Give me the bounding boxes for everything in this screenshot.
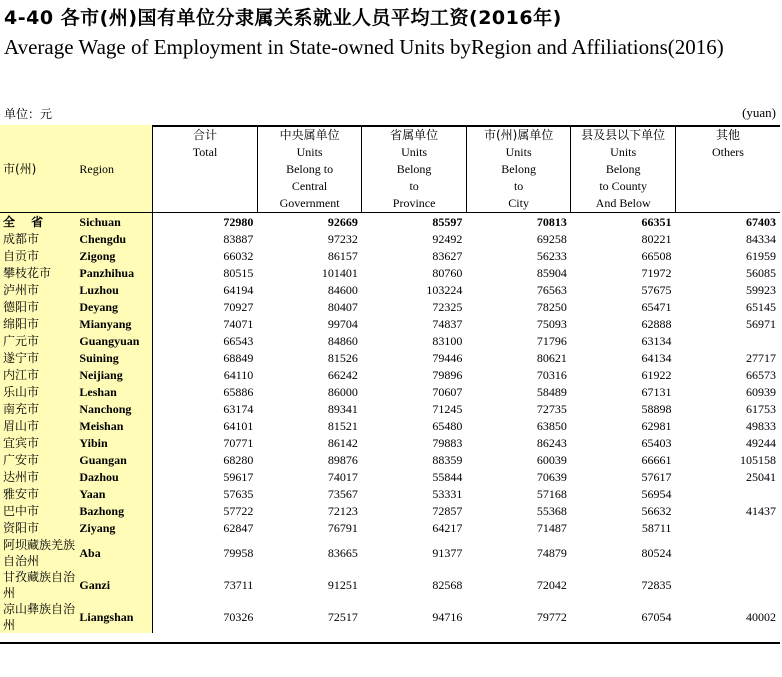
city-name-cn: 乐山市: [0, 384, 76, 401]
wage-value: 41437: [746, 504, 776, 518]
header-col-en: to: [513, 179, 524, 193]
region-name-en: Zigong: [76, 248, 152, 265]
wage-value: 84860: [327, 334, 358, 348]
table-row: [0, 248, 780, 265]
wage-value: 92669: [327, 214, 358, 229]
table-row: [0, 452, 780, 469]
header-region-label: Region: [79, 162, 115, 176]
wage-value: 70771: [223, 436, 254, 450]
region-name-en: Deyang: [76, 299, 152, 316]
wage-value: 64134: [641, 351, 672, 365]
wage-value: 66242: [327, 368, 358, 382]
wage-value: 57675: [641, 283, 672, 297]
table-row: [0, 401, 780, 418]
region-name-en: Luzhou: [76, 282, 152, 299]
region-name-en: Aba: [76, 537, 152, 569]
table-body: [0, 213, 780, 634]
wage-value: 59923: [746, 283, 776, 297]
wage-value: 61959: [746, 249, 776, 263]
city-name-cn: 南充市: [0, 401, 76, 418]
wage-value: 66351: [641, 214, 672, 229]
page-title-en: Average Wage of Employment in State-owned Units byRegion and Affiliations(2016): [4, 35, 724, 59]
header-city-label: 市(州): [3, 162, 37, 176]
wage-value: 65145: [746, 300, 776, 314]
table-row: [0, 265, 780, 282]
city-name-cn: 广安市: [0, 452, 76, 469]
wage-value: 76791: [327, 521, 358, 535]
wage-value: 99704: [327, 317, 358, 331]
table-bottom-rule: [0, 642, 780, 644]
wage-value: 91251: [327, 577, 358, 592]
header-col-en: to: [409, 179, 419, 193]
wage-value: 58711: [641, 521, 672, 535]
wage-value: 64194: [223, 283, 254, 297]
wage-value: 67403: [746, 214, 776, 229]
header-col-en: Province: [392, 196, 436, 210]
table-row: [0, 418, 780, 435]
wage-value: 91377: [432, 545, 463, 560]
header-col-cn: 县及县以下单位: [581, 128, 666, 142]
wage-value: 60939: [746, 385, 776, 399]
wage-value: 62888: [641, 317, 672, 331]
wage-value: 79446: [432, 351, 463, 365]
wage-value: 57722: [223, 504, 254, 518]
header-col: [257, 125, 362, 213]
table-row: [0, 282, 780, 299]
wage-value: 85904: [536, 266, 567, 280]
wage-value: 72123: [327, 504, 358, 518]
wage-value: [675, 333, 780, 350]
wage-value: 85597: [432, 214, 463, 229]
wage-value: 72042: [536, 577, 567, 592]
city-name-cn: 攀枝花市: [0, 265, 76, 282]
header-col: [362, 125, 467, 213]
city-name-cn: 凉山彝族自治州: [0, 601, 76, 633]
region-name-en: Yaan: [76, 486, 152, 503]
table-row: [0, 469, 780, 486]
region-name-en: Mianyang: [76, 316, 152, 333]
wage-value: 74017: [327, 470, 358, 484]
wage-value: 92492: [432, 232, 463, 246]
header-col-en: Belong: [396, 162, 432, 176]
wage-value: [675, 537, 780, 569]
wage-value: 75093: [536, 317, 567, 331]
wage-value: 65403: [641, 436, 672, 450]
header-col: [571, 125, 676, 213]
table-row: [0, 384, 780, 401]
city-name-cn: 泸州市: [0, 282, 76, 299]
header-col-en: Belong: [605, 162, 641, 176]
header-col: [675, 125, 780, 213]
wage-value: 59617: [223, 470, 254, 484]
region-name-en: Ziyang: [76, 520, 152, 537]
wage-value: 68849: [223, 351, 254, 365]
header-region: [76, 125, 152, 213]
wage-value: 66032: [223, 249, 254, 263]
header-col: [153, 125, 258, 213]
wage-value: 63174: [223, 402, 254, 416]
wage-value: 64110: [223, 368, 254, 382]
wage-value: 74879: [536, 545, 567, 560]
wage-value: 64101: [223, 419, 254, 433]
wage-value: 72980: [223, 214, 254, 229]
table-row: [0, 537, 780, 569]
wage-value: 60039: [536, 453, 567, 467]
header-city: [0, 125, 76, 213]
region-name-en: Liangshan: [76, 601, 152, 633]
wage-value: 83100: [432, 334, 463, 348]
region-name-en: Suining: [76, 350, 152, 367]
wage-value: 80407: [327, 300, 358, 314]
region-name-en: Chengdu: [76, 231, 152, 248]
wage-value: 71245: [432, 402, 463, 416]
wage-value: 55844: [432, 470, 463, 484]
table-row: [0, 213, 780, 232]
wage-value: 58489: [536, 385, 567, 399]
region-name-en: Sichuan: [76, 213, 152, 232]
wage-value: 49833: [746, 419, 776, 433]
header-col-cn: 省属单位: [390, 128, 439, 142]
wage-value: 72835: [641, 577, 672, 592]
wage-value: 67054: [641, 609, 672, 624]
wage-value: 80621: [536, 351, 567, 365]
wage-value: 49244: [746, 436, 776, 450]
wage-table: [0, 125, 780, 633]
wage-value: 56632: [641, 504, 672, 518]
page-title-cn: 4-40 各市(州)国有单位分隶属关系就业人员平均工资(2016年): [4, 7, 562, 29]
wage-value: 74837: [432, 317, 463, 331]
region-name-en: Ganzi: [76, 569, 152, 601]
city-name-cn: 阿坝藏族羌族自治州: [0, 537, 76, 569]
wage-value: 40002: [746, 609, 776, 624]
header-col-cn: 其他: [715, 128, 740, 142]
wage-value: 86157: [327, 249, 358, 263]
header-col-en: Others: [711, 145, 744, 159]
table-row: [0, 299, 780, 316]
wage-value: 88359: [432, 453, 463, 467]
wage-value: 65471: [641, 300, 672, 314]
header-col-cn: 合计: [193, 128, 218, 142]
wage-value: 61922: [641, 368, 672, 382]
wage-value: 83665: [327, 545, 358, 560]
city-name-cn: 甘孜藏族自治州: [0, 569, 76, 601]
wage-value: 80221: [641, 232, 672, 246]
header-col-en: And Below: [595, 196, 651, 210]
table-row: [0, 503, 780, 520]
wage-value: 105158: [740, 453, 776, 467]
wage-value: 66661: [641, 453, 672, 467]
city-name-cn: 巴中市: [0, 503, 76, 520]
city-name-cn: 广元市: [0, 333, 76, 350]
header-col-en: Units: [505, 145, 532, 159]
wage-value: 103224: [426, 283, 463, 297]
wage-value: 89876: [327, 453, 358, 467]
wage-value: 72517: [327, 609, 358, 624]
wage-value: 81521: [327, 419, 358, 433]
header-col-en: Units: [610, 145, 637, 159]
wage-value: 62981: [641, 419, 672, 433]
region-name-en: Yibin: [76, 435, 152, 452]
wage-value: 65480: [432, 419, 463, 433]
wage-value: 56233: [536, 249, 567, 263]
wage-value: 71487: [536, 521, 567, 535]
wage-value: 86243: [536, 436, 567, 450]
wage-value: 86142: [327, 436, 358, 450]
wage-value: 67131: [641, 385, 672, 399]
wage-value: 73567: [327, 487, 358, 501]
header-col-cn: 中央属单位: [279, 128, 340, 142]
wage-value: 70927: [223, 300, 254, 314]
city-name-cn: 德阳市: [0, 299, 76, 316]
wage-value: 70607: [432, 385, 463, 399]
wage-value: 73711: [223, 577, 254, 592]
header-col-en: Government: [279, 196, 340, 210]
region-name-en: Panzhihua: [76, 265, 152, 282]
wage-value: 64217: [432, 521, 463, 535]
wage-value: 70326: [223, 609, 254, 624]
table-row: [0, 601, 780, 633]
header-col: [466, 125, 571, 213]
header-col-en: to County: [599, 179, 647, 193]
city-name-cn: 雅安市: [0, 486, 76, 503]
wage-value: 63850: [536, 419, 567, 433]
wage-value: 74071: [223, 317, 254, 331]
wage-value: 89341: [327, 402, 358, 416]
wage-value: 66508: [641, 249, 672, 263]
wage-value: 72325: [432, 300, 463, 314]
city-name-cn: 遂宁市: [0, 350, 76, 367]
table-row: [0, 569, 780, 601]
city-name-cn: 内江市: [0, 367, 76, 384]
city-name-cn: 宜宾市: [0, 435, 76, 452]
table-row: [0, 435, 780, 452]
wage-value: 66573: [746, 368, 776, 382]
wage-value: [675, 520, 780, 537]
region-name-en: Meishan: [76, 418, 152, 435]
wage-value: 79883: [432, 436, 463, 450]
wage-value: 72857: [432, 504, 463, 518]
wage-value: 57635: [223, 487, 254, 501]
header-col-en: Units: [401, 145, 428, 159]
wage-value: 71972: [641, 266, 672, 280]
wage-value: 78250: [536, 300, 567, 314]
wage-value: 66543: [223, 334, 254, 348]
region-name-en: Neijiang: [76, 367, 152, 384]
wage-value: 63134: [641, 334, 672, 348]
wage-value: 81526: [327, 351, 358, 365]
wage-value: 61753: [746, 402, 776, 416]
wage-value: 53331: [432, 487, 463, 501]
header-col-en: Units: [296, 145, 323, 159]
wage-value: 79958: [223, 545, 254, 560]
region-name-en: Guangyuan: [76, 333, 152, 350]
city-name-cn: 资阳市: [0, 520, 76, 537]
table-row: [0, 333, 780, 350]
wage-value: 80515: [223, 266, 254, 280]
wage-value: 72735: [536, 402, 567, 416]
wage-value: 84600: [327, 283, 358, 297]
wage-value: 80524: [641, 545, 672, 560]
header-col-en: City: [508, 196, 529, 210]
wage-value: 65886: [223, 385, 254, 399]
wage-value: [675, 486, 780, 503]
header-col-en: Total: [192, 145, 218, 159]
city-name-cn: 全 省: [0, 213, 76, 232]
wage-value: 58898: [641, 402, 672, 416]
wage-value: 79896: [432, 368, 463, 382]
wage-value: 69258: [536, 232, 567, 246]
city-name-cn: 成都市: [0, 231, 76, 248]
region-name-en: Leshan: [76, 384, 152, 401]
wage-value: 70316: [536, 368, 567, 382]
wage-value: 62847: [223, 521, 254, 535]
wage-value: 70639: [536, 470, 567, 484]
wage-value: 76563: [536, 283, 567, 297]
wage-value: 55368: [536, 504, 567, 518]
wage-value: 80760: [432, 266, 463, 280]
header-col-en: Central: [291, 179, 328, 193]
table-row: [0, 520, 780, 537]
wage-value: 94716: [432, 609, 463, 624]
wage-value: 56971: [746, 317, 776, 331]
wage-value: 83887: [223, 232, 254, 246]
wage-value: 57617: [641, 470, 672, 484]
wage-value: 71796: [536, 334, 567, 348]
wage-value: 82568: [432, 577, 463, 592]
wage-value: 84334: [746, 232, 776, 246]
wage-value: 101401: [321, 266, 358, 280]
table-row: [0, 367, 780, 384]
wage-value: 83627: [432, 249, 463, 263]
wage-value: 57168: [536, 487, 567, 501]
table-row: [0, 316, 780, 333]
city-name-cn: 自贡市: [0, 248, 76, 265]
table-header: [0, 125, 780, 213]
wage-value: 97232: [327, 232, 358, 246]
region-name-en: Nanchong: [76, 401, 152, 418]
header-col-en: Belong: [501, 162, 536, 176]
unit-label-en: (yuan): [742, 105, 776, 120]
table-row: [0, 231, 780, 248]
city-name-cn: 达州市: [0, 469, 76, 486]
wage-value: 70813: [536, 214, 567, 229]
unit-label-cn: 单位：元: [4, 107, 53, 121]
wage-value: 56085: [746, 266, 776, 280]
wage-value: 25041: [746, 470, 776, 484]
wage-value: 68280: [223, 453, 254, 467]
city-name-cn: 眉山市: [0, 418, 76, 435]
wage-value: [675, 569, 780, 601]
wage-value: 86000: [327, 385, 358, 399]
region-name-en: Dazhou: [76, 469, 152, 486]
region-name-en: Bazhong: [76, 503, 152, 520]
wage-value: 27717: [746, 351, 776, 365]
region-name-en: Guangan: [76, 452, 152, 469]
table-row: [0, 350, 780, 367]
header-col-en: Belong to: [286, 162, 334, 176]
wage-value: 79772: [536, 609, 567, 624]
header-col-cn: 市(州)属单位: [483, 128, 554, 142]
wage-value: 56954: [641, 487, 672, 501]
table-row: [0, 486, 780, 503]
city-name-cn: 绵阳市: [0, 316, 76, 333]
